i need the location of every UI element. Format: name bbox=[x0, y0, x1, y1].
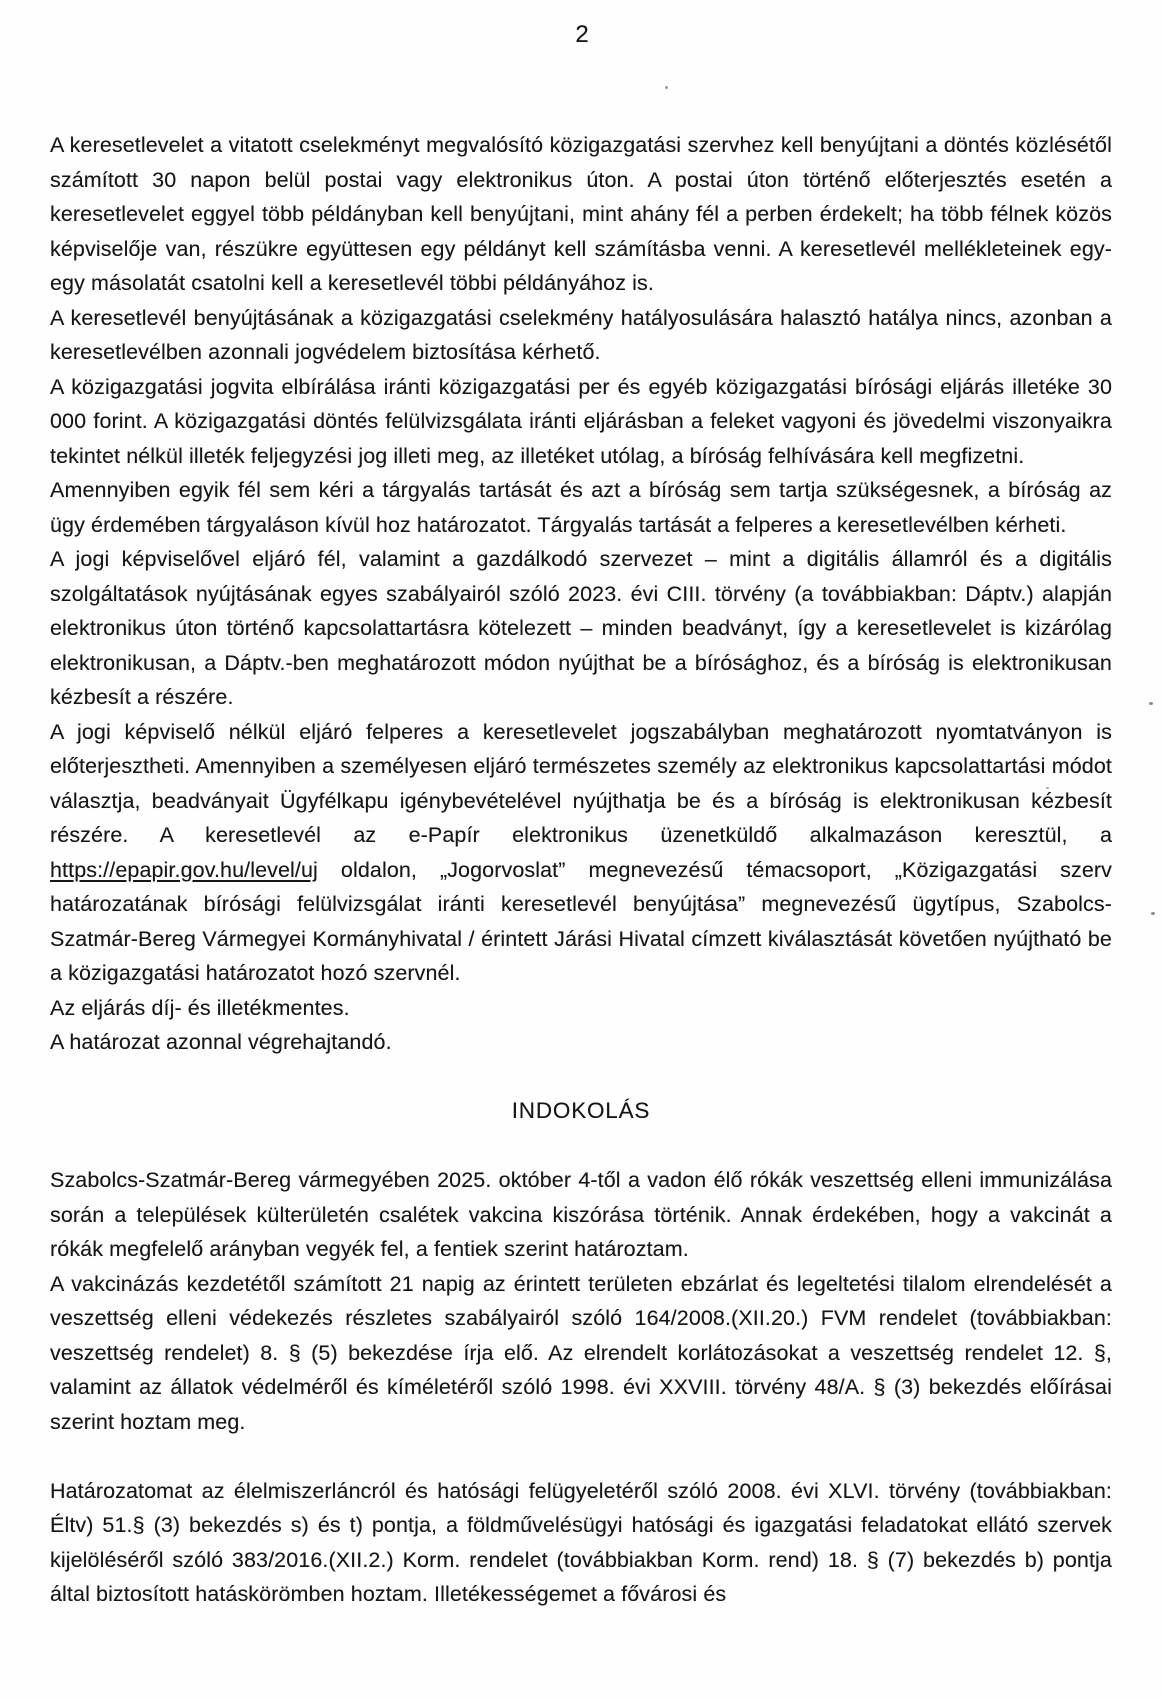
paragraph-vaccination-announcement: Szabolcs-Szatmár-Bereg vármegyében 2025. október 4-től a vadon élő rókák veszettség elleni immunizálása során a települések külterületén csalétek vakcina kiszórása történik. Annak érdekében, hogy a vakcinát a rókák megfelelő arányban vegyék fel, a fentiek szerint határoztam. bbox=[50, 1168, 1112, 1261]
link-paragraph-after-text: oldalon, „Jogorvoslat” megnevezésű témacsoport, „Közigazgatási szerv határozatának bírósági felülvizsgálat iránti keresetlevél benyújtása” megnevezésű ügytípus, Szabolcs-Szatmár-Bereg Vármegyei Kormányhivatal / érintett Járási Hivatal címzett kiválasztását követően nyújtható be a közigazgatási határozatot hozó szervnél. bbox=[50, 857, 1112, 985]
scan-speck bbox=[1149, 702, 1153, 705]
scan-speck bbox=[665, 86, 668, 89]
paragraph-epapir-submission bbox=[50, 715, 1112, 991]
paragraph-electronic-contact: A jogi képviselővel eljáró fél, valamint a gazdálkodó szervezet – mint a digitális államról és a digitális szolgáltatások nyújtásának egyes szabályairól szóló 2023. évi CIII. törvény (a továbbiakban: Dáptv.) alapján elektronikus úton történő kapcsolattartásra kötelezett – minden beadványt, így a keresetlevelet is kizárólag elektronikusan, a Dáptv.-ben meghatározott módon nyújthat be a bírósághoz, és a bíróság is elektronikusan kézbesít a részére. bbox=[50, 547, 1112, 709]
page-number: 2 bbox=[575, 21, 589, 48]
paragraph-fee-exemption: Az eljárás díj- és illetékmentes. bbox=[50, 995, 350, 1020]
paragraph-hearing-request: Amennyiben egyik fél sem kéri a tárgyalás tartását és azt a bíróság sem tartja szükségesnek, a bíróság az ügy érdemében tárgyaláson kívül hoz határozatot. Tárgyalás tartását a felperes a keresetlevélben kérheti. bbox=[50, 478, 1112, 537]
link-paragraph-before-text: A jogi képviselő nélkül eljáró felperes a keresetlevelet jogszabályban meghatározott nyomtatványon is előterjesztheti. Amennyiben a személyesen eljáró természetes személy az elektronikus kapcsolattartási módot választja, beadványait Ügyfélkapu igénybevételével nyújthatja be és a bíróság is elektronikusan kézbesít részére. A keresetlevél az e-Papír elektronikus üzenetküldő alkalmazáson keresztül, a bbox=[50, 719, 1112, 847]
document-body bbox=[50, 128, 1112, 1612]
scan-speck bbox=[1151, 912, 1155, 915]
paragraph-quarantine-rules: A vakcinázás kezdetétől számított 21 napig az érintett területen ebzárlat és legeltetési tilalom elrendelését a veszettség elleni védekezés részletes szabályairól szóló 164/2008.(XII.20.) FVM rendelet (továbbiakban: veszettség rendelet) 8. § (5) bekezdése írja elő. Az elrendelt korlátozásokat a veszettség rendelet 12. §, valamint az állatok védelméről és kíméletéről szóló 1998. évi XXVIII. törvény 48/A. § (3) bekezdés előírásai szerint hoztam meg. bbox=[50, 1271, 1112, 1434]
epapir-url-link[interactable]: https://epapir.gov.hu/level/uj bbox=[50, 857, 318, 882]
paragraph-immediate-enforcement: A határozat azonnal végrehajtandó. bbox=[50, 1030, 392, 1054]
paragraph-suspensive-effect: A keresetlevél benyújtásának a közigazgatási cselekmény hatályosulására halasztó hatálya nincs, azonban a keresetlevélben azonnali jogvédelem biztosítása kérhető. bbox=[50, 305, 1112, 364]
scan-speck bbox=[1046, 787, 1049, 789]
paragraph-court-fee: A közigazgatási jogvita elbírálása iránti közigazgatási per és egyéb közigazgatási bírósági eljárás illetéke 30 000 forint. A közigazgatási döntés felülvizsgálata iránti eljárásban a feleket vagyoni és jövedelmi viszonyaikra tekintet nélkül illeték feljegyzési jog illeti meg, az illetéket utólag, a bíróság felhívására kell megfizetni. bbox=[50, 374, 1112, 468]
section-heading-indokolas: INDOKOLÁS bbox=[511, 1098, 651, 1123]
paragraph-filing-rules: A keresetlevelet a vitatott cselekményt megvalósító közigazgatási szervhez kell benyújtani a döntés közlésétől számított 30 napon belül postai vagy elektronikus úton. A postai úton történő előterjesztés esetén a keresetlevelet eggyel több példányban kell benyújtani, mint ahány fél a perben érdekelt; ha több félnek közös képviselője van, részükre együttesen egy példányt kell számításba venni. A keresetlevél mellékleteinek egy-egy másolatát csatolni kell a keresetlevél többi példányához is. bbox=[50, 133, 1112, 295]
paragraph-legal-basis: Határozatomat az élelmiszerláncról és hatósági felügyeletéről szóló 2008. évi XLVI. törvény (továbbiakban: Éltv) 51.§ (3) bekezdés s) és t) pontja, a földművelésügyi hatósági és igazgatási feladatokat ellátó szervek kijelöléséről szóló 383/2016.(XII.2.) Korm. rendelet (továbbiakban Korm. rend) 18. § (7) bekezdés b) pontja által biztosított hatáskörömben hoztam. Illetékességemet a fővárosi és bbox=[50, 1478, 1112, 1606]
